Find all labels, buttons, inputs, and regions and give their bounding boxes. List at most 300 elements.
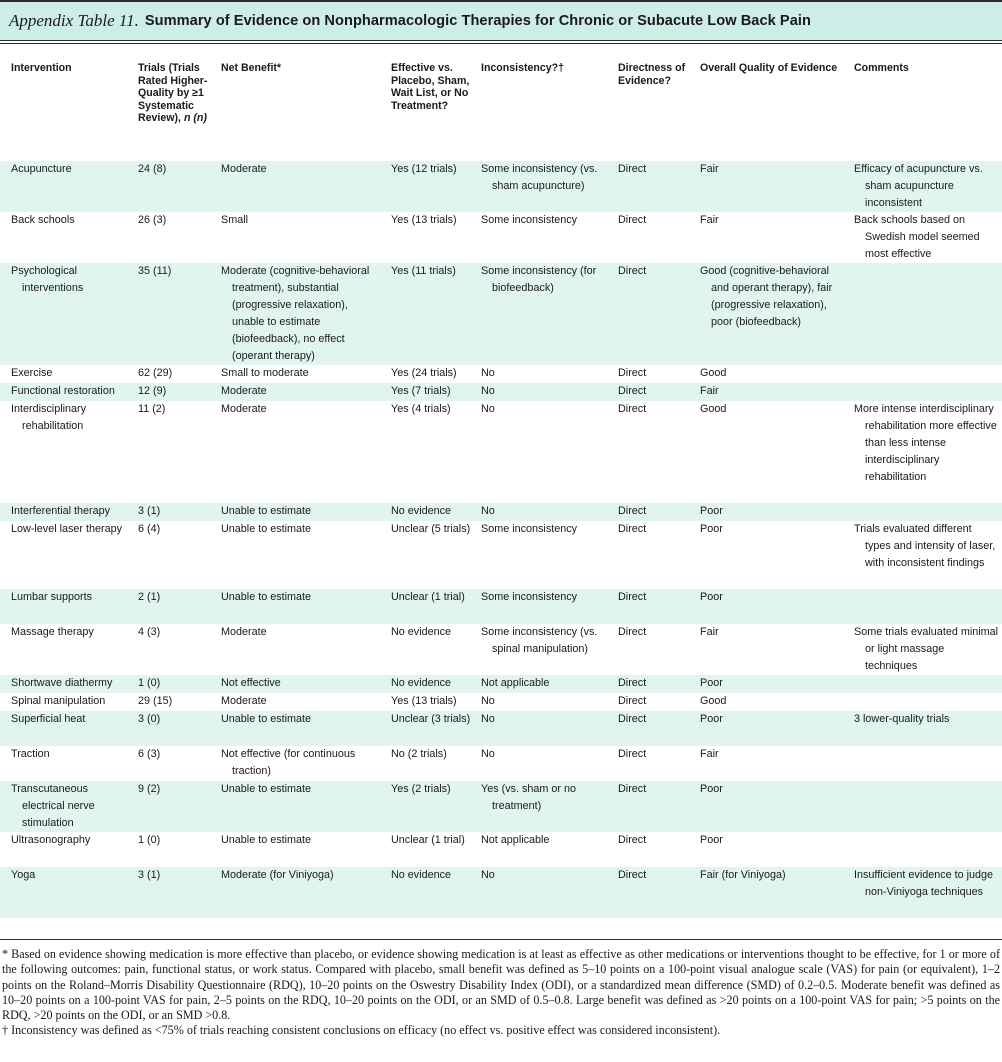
cell-trials-text: 3 (1) [138, 505, 161, 517]
cell-directness-text: Direct [618, 265, 647, 277]
cell-quality [696, 781, 850, 832]
cell-inconsistency-text: No [481, 403, 495, 415]
table-row [0, 212, 1002, 263]
table-row [0, 867, 1002, 918]
cell-trials [127, 781, 217, 832]
cell-comments-text: Some trials evaluated minimal or light massage techniques [854, 626, 999, 672]
table-row [0, 503, 1002, 521]
table-row [0, 781, 1002, 832]
table-title-bar [0, 0, 1002, 41]
cell-inconsistency-text: Some inconsistency [481, 214, 578, 226]
cell-inconsistency-text: No [481, 385, 495, 397]
cell-comments [850, 867, 1002, 918]
table-title-prefix: Appendix Table 11. [9, 11, 139, 30]
cell-quality-text: Fair [700, 385, 719, 397]
cell-quality-text: Poor [700, 834, 723, 846]
cell-intervention [0, 503, 127, 521]
cell-inconsistency [477, 746, 614, 781]
cell-net-benefit [217, 867, 380, 918]
cell-quality-text: Good [700, 695, 727, 707]
cell-quality-text: Poor [700, 591, 723, 603]
cell-quality [696, 263, 850, 365]
cell-net-benefit [217, 521, 380, 589]
cell-net-benefit [217, 711, 380, 746]
cell-inconsistency-text: Some inconsistency [481, 523, 578, 535]
cell-inconsistency [477, 383, 614, 401]
cell-inconsistency [477, 832, 614, 867]
cell-effective [380, 711, 477, 746]
cell-trials-text: 11 (2) [138, 403, 166, 415]
table-row [0, 711, 1002, 746]
cell-comments [850, 521, 1002, 589]
cell-inconsistency-text: Some inconsistency [481, 591, 578, 603]
cell-comments-text: Back schools based on Swedish model seemed most effective [854, 214, 980, 260]
cell-directness-text: Direct [618, 626, 647, 638]
table-row [0, 624, 1002, 675]
cell-effective-text: No evidence [391, 869, 452, 881]
cell-directness [614, 589, 696, 624]
cell-intervention [0, 832, 127, 867]
cell-net-benefit [217, 161, 380, 212]
cell-intervention [0, 521, 127, 589]
cell-trials [127, 832, 217, 867]
cell-quality [696, 589, 850, 624]
cell-net-benefit [217, 212, 380, 263]
cell-trials-text: 1 (0) [138, 677, 161, 689]
cell-quality [696, 383, 850, 401]
cell-effective-text: Yes (13 trials) [391, 214, 457, 226]
cell-effective [380, 693, 477, 711]
cell-inconsistency-text: Some inconsistency (vs. sham acupuncture) [481, 163, 598, 192]
cell-effective-text: Unclear (5 trials) [391, 523, 471, 535]
cell-effective [380, 401, 477, 503]
cell-trials-text: 26 (3) [138, 214, 167, 226]
cell-directness [614, 212, 696, 263]
cell-inconsistency [477, 624, 614, 675]
cell-effective [380, 503, 477, 521]
cell-inconsistency-text: No [481, 505, 495, 517]
cell-intervention-text: Traction [11, 748, 50, 760]
cell-trials-text: 3 (1) [138, 869, 161, 881]
cell-net-benefit-text: Moderate [221, 695, 267, 707]
cell-directness [614, 711, 696, 746]
footnote-star: * Based on evidence showing medication is more effective than placebo, or evidence showing medication is at least as effective as other medications or interventions thought to be effective, for 1 or more of the following outcomes: pain, functional status, or work status. Compared with placebo, small benefit was defined as 5–10 points on a 100-point visual analogue scale (VAS) for pain (or equivalent), 1–2 points on the Roland–Morris Disability Questionnaire (RDQ), 10–20 points on the Oswestry Disability Index (ODI), or a standardized mean difference (SMD) of 0.2–0.5. Moderate benefit was defined as 10–20 points on a 100-point VAS for pain, 2–5 points on the RDQ, 10–20 points on the ODI, or an SMD of 0.5–0.8. Large benefit was defined as >20 points on a 100-point VAS for pain; >5 points on the RDQ, >20 points on the ODI, or an SMD >0.8. [2, 947, 1000, 1023]
table-row [0, 521, 1002, 589]
cell-directness [614, 521, 696, 589]
cell-quality [696, 503, 850, 521]
cell-trials-text: 1 (0) [138, 834, 161, 846]
cell-directness [614, 503, 696, 521]
cell-inconsistency [477, 867, 614, 918]
cell-quality-text: Poor [700, 677, 723, 689]
cell-inconsistency [477, 401, 614, 503]
cell-directness-text: Direct [618, 523, 647, 535]
cell-effective-text: Unclear (3 trials) [391, 713, 471, 725]
cell-trials-text: 24 (8) [138, 163, 167, 175]
cell-comments-text: Trials evaluated different types and intensity of laser, with inconsistent findings [854, 523, 996, 569]
cell-directness [614, 624, 696, 675]
cell-inconsistency [477, 675, 614, 693]
cell-trials-text: 29 (15) [138, 695, 173, 707]
table-row [0, 263, 1002, 365]
cell-net-benefit-text: Small to moderate [221, 367, 309, 379]
cell-effective-text: Yes (7 trials) [391, 385, 451, 397]
footnotes [2, 947, 1000, 1039]
cell-intervention [0, 711, 127, 746]
header-trials-n: n (n) [183, 112, 207, 124]
cell-trials [127, 503, 217, 521]
cell-effective [380, 746, 477, 781]
cell-intervention [0, 589, 127, 624]
cell-inconsistency [477, 693, 614, 711]
cell-comments [850, 746, 1002, 781]
cell-quality-text: Poor [700, 505, 723, 517]
cell-intervention-text: Exercise [11, 367, 53, 379]
cell-quality [696, 675, 850, 693]
cell-intervention [0, 867, 127, 918]
header-effective: Effective vs. Placebo, Sham, Wait List, or No Treatment? [391, 62, 470, 112]
header-intervention: Intervention [11, 62, 72, 74]
cell-effective [380, 867, 477, 918]
cell-effective [380, 263, 477, 365]
cell-trials [127, 383, 217, 401]
cell-intervention-text: Massage therapy [11, 626, 94, 638]
cell-effective [380, 675, 477, 693]
cell-effective [380, 212, 477, 263]
cell-trials [127, 161, 217, 212]
cell-intervention-text: Psychological interventions [11, 265, 84, 294]
cell-intervention-text: Lumbar supports [11, 591, 93, 603]
cell-net-benefit-text: Unable to estimate [221, 783, 312, 795]
table-row [0, 401, 1002, 503]
cell-intervention-text: Superficial heat [11, 713, 86, 725]
cell-comments-text: Efficacy of acupuncture vs. sham acupuncture inconsistent [854, 163, 983, 209]
cell-effective-text: Unclear (1 trial) [391, 591, 465, 603]
cell-trials-text: 35 (11) [138, 265, 172, 277]
cell-quality-text: Poor [700, 523, 723, 535]
cell-directness-text: Direct [618, 403, 647, 415]
cell-inconsistency-text: Some inconsistency (vs. spinal manipulation) [481, 626, 598, 655]
cell-intervention [0, 365, 127, 383]
cell-comments-text: 3 lower-quality trials [854, 713, 950, 725]
cell-directness [614, 832, 696, 867]
cell-directness [614, 675, 696, 693]
cell-directness [614, 781, 696, 832]
table-row [0, 832, 1002, 867]
cell-comments-text: More intense interdisciplinary rehabilitation more effective than less intense interdisciplinary rehabilitation [854, 403, 997, 483]
cell-net-benefit [217, 675, 380, 693]
cell-intervention [0, 212, 127, 263]
cell-inconsistency-text: No [481, 748, 495, 760]
cell-net-benefit-text: Unable to estimate [221, 523, 312, 535]
cell-trials [127, 711, 217, 746]
cell-trials [127, 675, 217, 693]
cell-comments [850, 401, 1002, 503]
cell-intervention-text: Transcutaneous electrical nerve stimulation [11, 783, 95, 829]
cell-quality [696, 212, 850, 263]
cell-intervention [0, 383, 127, 401]
footnote-dagger: † Inconsistency was defined as <75% of trials reaching consistent conclusions on efficacy (no effect vs. positive effect was considered inconsistent). [2, 1023, 721, 1038]
cell-inconsistency-text: Some inconsistency (for biofeedback) [481, 265, 597, 294]
cell-trials [127, 521, 217, 589]
cell-inconsistency [477, 161, 614, 212]
table-row [0, 383, 1002, 401]
cell-effective [380, 589, 477, 624]
cell-intervention-text: Ultrasonography [11, 834, 91, 846]
cell-directness-text: Direct [618, 385, 647, 397]
cell-net-benefit [217, 263, 380, 365]
cell-inconsistency [477, 212, 614, 263]
cell-directness-text: Direct [618, 748, 647, 760]
table-row [0, 365, 1002, 383]
cell-trials [127, 212, 217, 263]
cell-intervention [0, 624, 127, 675]
cell-directness-text: Direct [618, 591, 647, 603]
cell-net-benefit-text: Moderate [221, 403, 267, 415]
cell-net-benefit-text: Moderate (cognitive-behavioral treatment), substantial (progressive relaxation), unable to estimate (biofeedback), no effect (operant therapy) [221, 265, 370, 362]
cell-effective-text: No evidence [391, 626, 452, 638]
cell-effective [380, 781, 477, 832]
cell-intervention-text: Interferential therapy [11, 505, 111, 517]
cell-comments [850, 212, 1002, 263]
cell-net-benefit [217, 503, 380, 521]
cell-intervention-text: Yoga [11, 869, 36, 881]
cell-quality-text: Poor [700, 713, 723, 725]
cell-directness-text: Direct [618, 214, 647, 226]
cell-inconsistency-text: Yes (vs. sham or no treatment) [481, 783, 577, 812]
cell-net-benefit [217, 365, 380, 383]
cell-intervention [0, 401, 127, 503]
header-inconsistency: Inconsistency?† [481, 62, 565, 74]
cell-quality-text: Fair [700, 163, 719, 175]
cell-inconsistency-text: No [481, 695, 495, 707]
cell-trials-text: 12 (9) [138, 385, 167, 397]
cell-inconsistency [477, 263, 614, 365]
cell-directness [614, 867, 696, 918]
cell-intervention [0, 161, 127, 212]
cell-trials [127, 365, 217, 383]
cell-inconsistency [477, 589, 614, 624]
cell-quality-text: Fair [700, 626, 719, 638]
cell-directness [614, 365, 696, 383]
cell-inconsistency-text: No [481, 713, 495, 725]
cell-inconsistency [477, 711, 614, 746]
cell-inconsistency [477, 365, 614, 383]
cell-quality [696, 401, 850, 503]
cell-trials [127, 263, 217, 365]
cell-trials-text: 6 (3) [138, 748, 161, 760]
cell-directness [614, 693, 696, 711]
cell-inconsistency [477, 503, 614, 521]
cell-intervention-text: Spinal manipulation [11, 695, 106, 707]
cell-effective-text: No (2 trials) [391, 748, 447, 760]
cell-effective-text: Yes (2 trials) [391, 783, 451, 795]
cell-effective-text: Yes (13 trials) [391, 695, 457, 707]
cell-trials [127, 867, 217, 918]
cell-trials [127, 624, 217, 675]
cell-quality-text: Poor [700, 783, 723, 795]
cell-intervention-text: Back schools [11, 214, 75, 226]
cell-trials-text: 9 (2) [138, 783, 161, 795]
cell-inconsistency [477, 781, 614, 832]
cell-directness [614, 161, 696, 212]
cell-net-benefit [217, 589, 380, 624]
cell-comments [850, 263, 1002, 365]
cell-directness-text: Direct [618, 713, 647, 725]
cell-comments [850, 589, 1002, 624]
cell-quality-text: Fair [700, 214, 719, 226]
cell-effective-text: No evidence [391, 677, 452, 689]
cell-comments [850, 503, 1002, 521]
cell-directness [614, 383, 696, 401]
cell-effective [380, 624, 477, 675]
header-top-rule [0, 43, 1002, 44]
cell-intervention-text: Acupuncture [11, 163, 72, 175]
cell-net-benefit-text: Unable to estimate [221, 591, 312, 603]
table-row [0, 589, 1002, 624]
cell-effective [380, 161, 477, 212]
cell-effective-text: Yes (11 trials) [391, 265, 456, 277]
table-row [0, 746, 1002, 781]
cell-quality-text: Fair (for Viniyoga) [700, 869, 786, 881]
cell-trials [127, 589, 217, 624]
cell-directness [614, 401, 696, 503]
cell-trials [127, 746, 217, 781]
table-row [0, 675, 1002, 693]
cell-directness-text: Direct [618, 505, 647, 517]
header-trials [127, 54, 217, 161]
cell-comments-text: Insufficient evidence to judge non-Viniyoga techniques [854, 869, 994, 898]
cell-inconsistency-text: No [481, 869, 495, 881]
cell-quality-text: Good [700, 403, 727, 415]
cell-effective [380, 383, 477, 401]
cell-trials-text: 2 (1) [138, 591, 161, 603]
cell-quality [696, 693, 850, 711]
cell-directness [614, 263, 696, 365]
table-bottom-rule [0, 939, 1002, 940]
cell-net-benefit-text: Moderate (for Viniyoga) [221, 869, 334, 881]
cell-trials-text: 6 (4) [138, 523, 161, 535]
header-directness: Directness of Evidence? [618, 62, 686, 87]
cell-comments [850, 675, 1002, 693]
cell-quality [696, 867, 850, 918]
cell-quality-text: Good [700, 367, 727, 379]
cell-net-benefit [217, 746, 380, 781]
cell-effective [380, 521, 477, 589]
cell-directness-text: Direct [618, 834, 647, 846]
cell-intervention [0, 746, 127, 781]
cell-comments [850, 693, 1002, 711]
cell-net-benefit-text: Moderate [221, 626, 267, 638]
cell-net-benefit-text: Not effective (for continuous traction) [221, 748, 356, 777]
cell-directness-text: Direct [618, 163, 647, 175]
table-body [0, 161, 1002, 918]
cell-trials-text: 62 (29) [138, 367, 173, 379]
cell-directness-text: Direct [618, 869, 647, 881]
cell-effective-text: Yes (4 trials) [391, 403, 451, 415]
cell-net-benefit-text: Unable to estimate [221, 834, 312, 846]
cell-net-benefit [217, 624, 380, 675]
cell-comments [850, 832, 1002, 867]
cell-inconsistency-text: Not applicable [481, 834, 550, 846]
cell-quality [696, 832, 850, 867]
cell-trials [127, 693, 217, 711]
cell-net-benefit [217, 383, 380, 401]
table-title: Summary of Evidence on Nonpharmacologic Therapies for Chronic or Subacute Low Back Pain [144, 13, 811, 29]
header-comments: Comments [854, 62, 909, 74]
cell-quality [696, 161, 850, 212]
cell-trials-text: 4 (3) [138, 626, 161, 638]
cell-intervention [0, 675, 127, 693]
cell-quality [696, 365, 850, 383]
cell-net-benefit-text: Unable to estimate [221, 713, 312, 725]
cell-net-benefit [217, 781, 380, 832]
cell-net-benefit-text: Moderate [221, 163, 267, 175]
cell-effective [380, 832, 477, 867]
cell-directness [614, 746, 696, 781]
cell-net-benefit [217, 832, 380, 867]
cell-intervention-text: Shortwave diathermy [11, 677, 113, 689]
cell-quality [696, 624, 850, 675]
cell-directness-text: Direct [618, 783, 647, 795]
cell-intervention [0, 693, 127, 711]
cell-net-benefit [217, 401, 380, 503]
cell-directness-text: Direct [618, 695, 647, 707]
cell-intervention-text: Interdisciplinary rehabilitation [11, 403, 87, 432]
cell-net-benefit [217, 693, 380, 711]
cell-effective-text: Unclear (1 trial) [391, 834, 465, 846]
cell-intervention-text: Low-level laser therapy [11, 523, 123, 535]
cell-inconsistency-text: No [481, 367, 495, 379]
cell-comments [850, 624, 1002, 675]
header-net-benefit: Net Benefit* [221, 62, 282, 74]
header-trials-text: Trials (Trials Rated Higher-Quality by ≥1 Systematic Review), [138, 62, 208, 124]
header-quality: Overall Quality of Evidence [700, 62, 838, 74]
cell-net-benefit-text: Small [221, 214, 248, 226]
cell-quality-text: Good (cognitive-behavioral and operant therapy), fair (progressive relaxation), poor (biofeedback) [700, 265, 833, 328]
cell-comments [850, 365, 1002, 383]
cell-trials-text: 3 (0) [138, 713, 161, 725]
cell-intervention-text: Functional restoration [11, 385, 115, 397]
cell-comments [850, 161, 1002, 212]
cell-inconsistency-text: Not applicable [481, 677, 550, 689]
cell-quality [696, 711, 850, 746]
cell-net-benefit-text: Moderate [221, 385, 267, 397]
cell-effective-text: Yes (12 trials) [391, 163, 457, 175]
evidence-table [0, 54, 1002, 918]
cell-comments [850, 711, 1002, 746]
cell-net-benefit-text: Unable to estimate [221, 505, 312, 517]
cell-intervention [0, 781, 127, 832]
cell-quality [696, 521, 850, 589]
table-row [0, 693, 1002, 711]
cell-quality-text: Fair [700, 748, 719, 760]
cell-directness-text: Direct [618, 367, 647, 379]
cell-trials [127, 401, 217, 503]
cell-effective-text: Yes (24 trials) [391, 367, 457, 379]
cell-intervention [0, 263, 127, 365]
table-row [0, 161, 1002, 212]
cell-inconsistency [477, 521, 614, 589]
cell-effective-text: No evidence [391, 505, 452, 517]
cell-directness-text: Direct [618, 677, 647, 689]
table-header-row [0, 54, 1002, 161]
cell-effective [380, 365, 477, 383]
cell-comments [850, 383, 1002, 401]
cell-quality [696, 746, 850, 781]
cell-comments [850, 781, 1002, 832]
cell-net-benefit-text: Not effective [221, 677, 281, 689]
